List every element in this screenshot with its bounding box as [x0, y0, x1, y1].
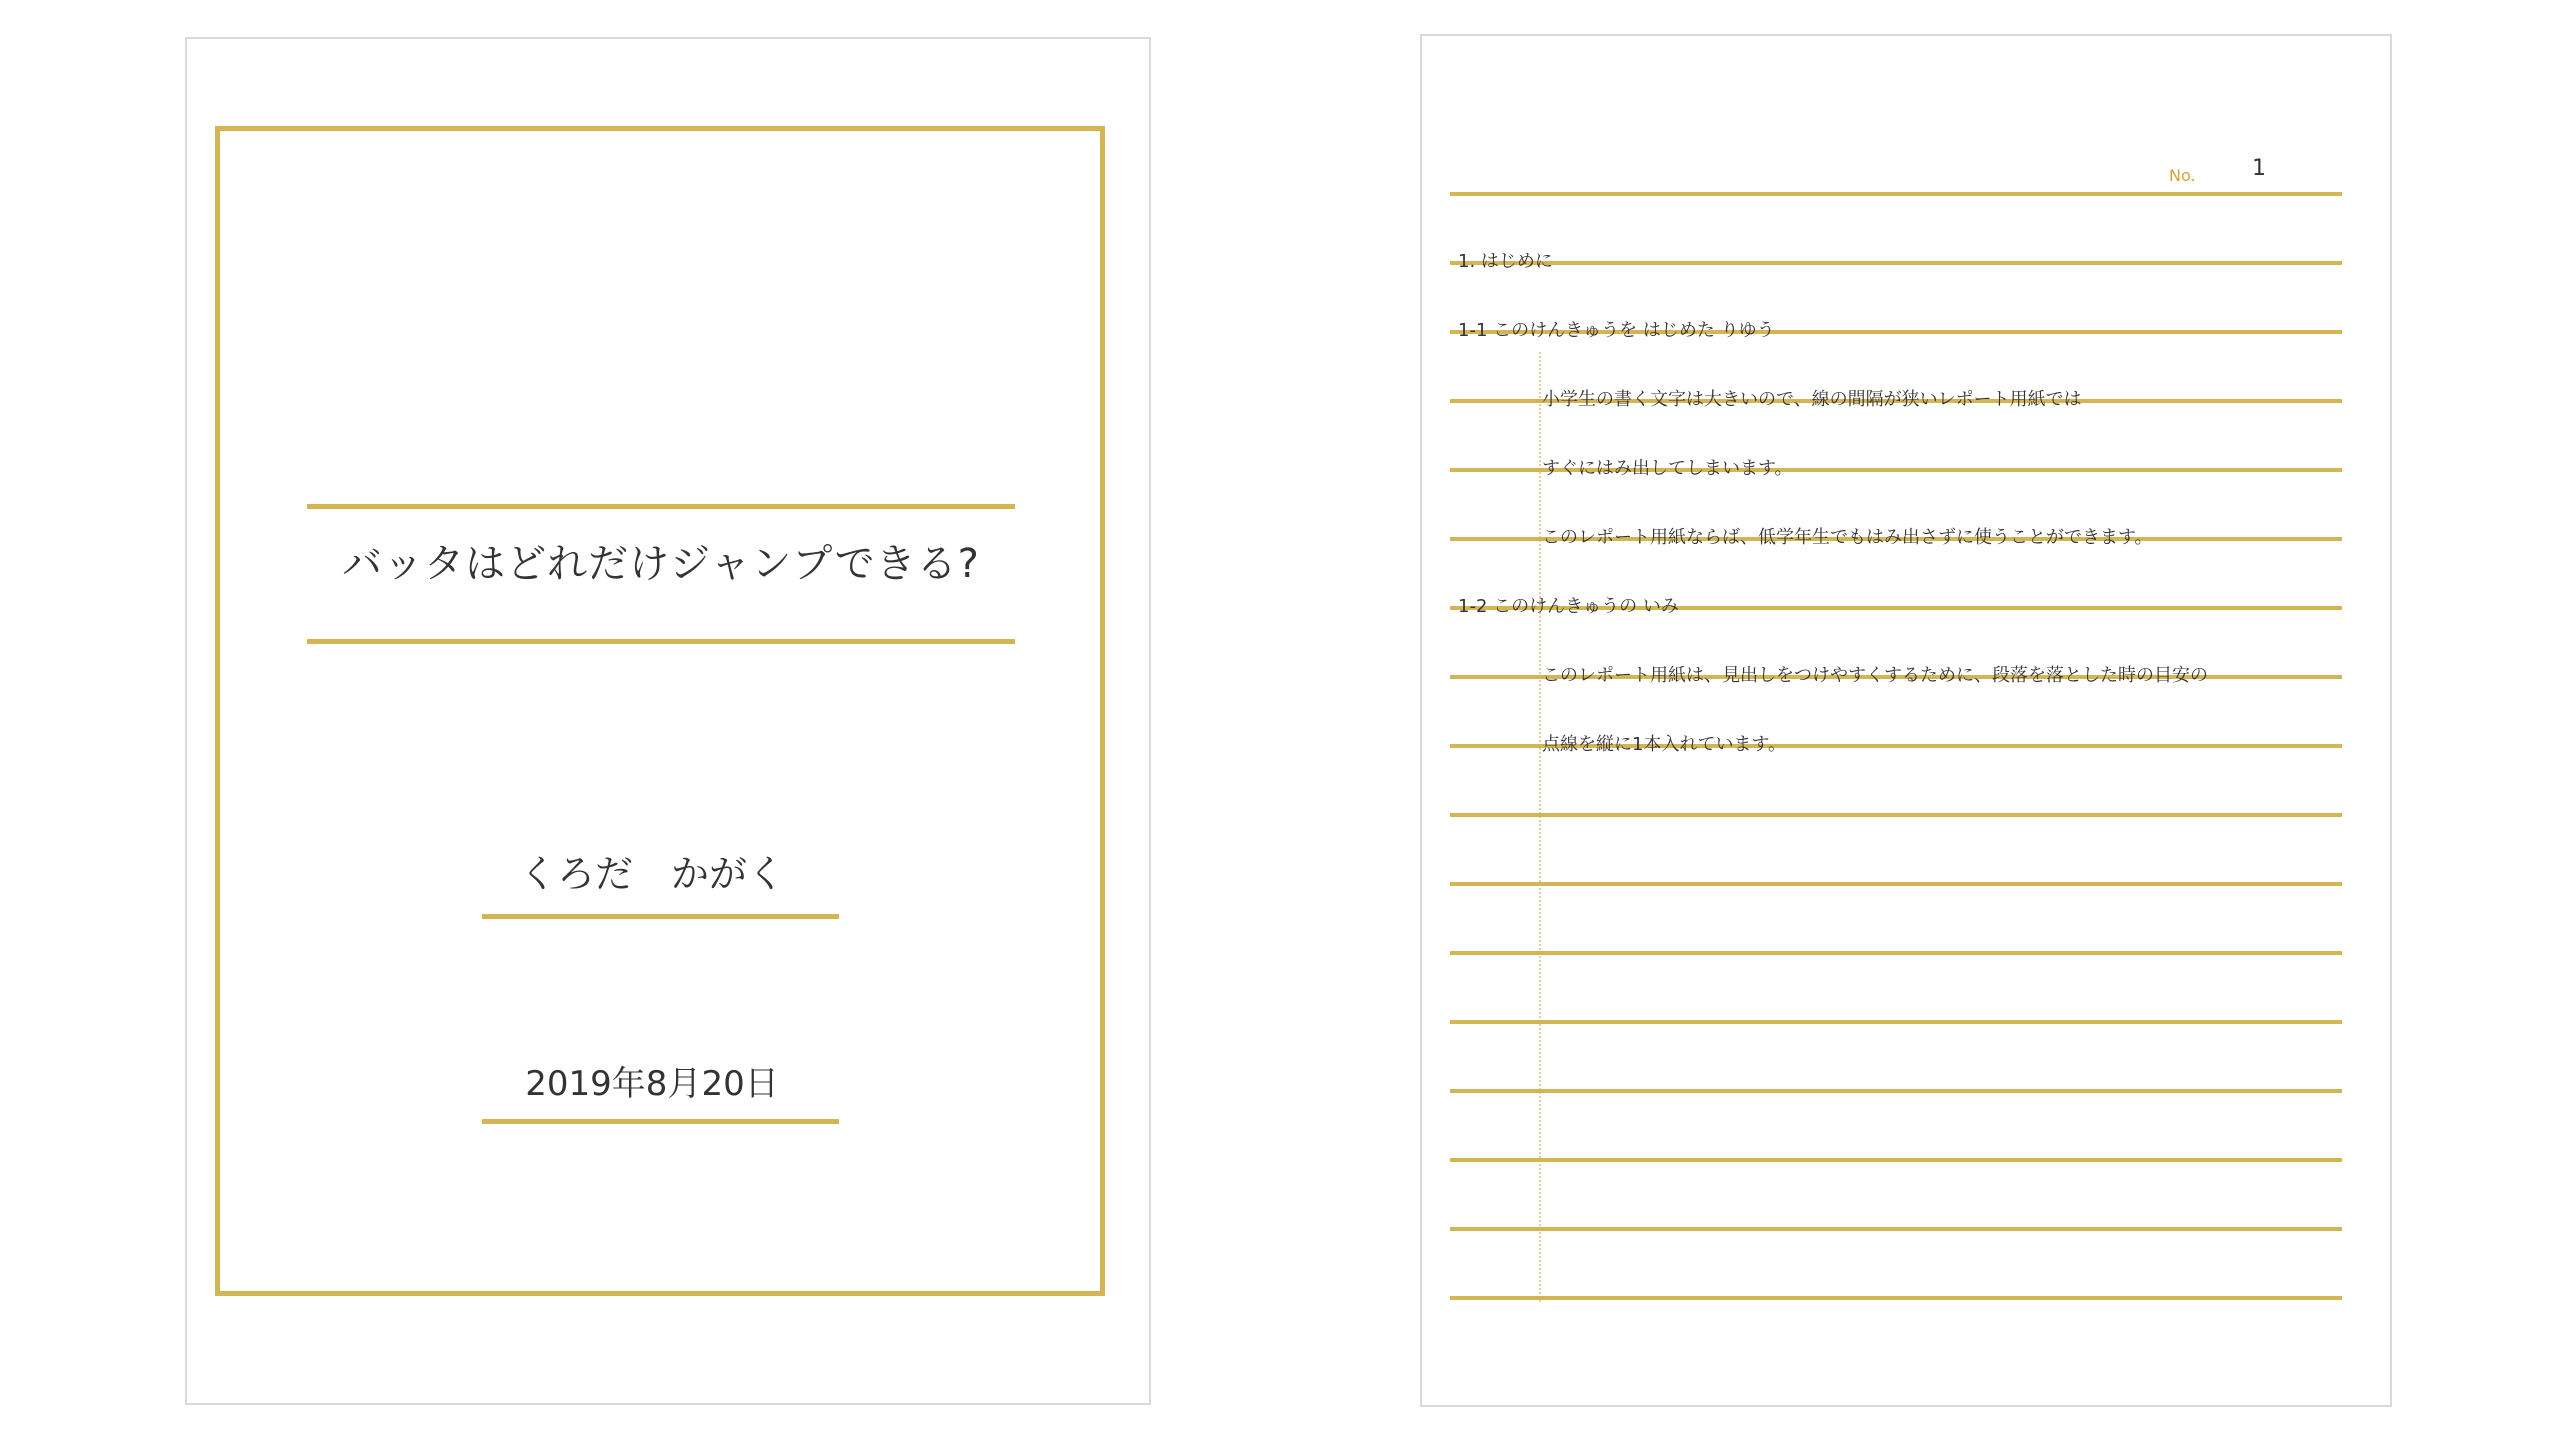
- cover-author: くろだ かがく: [518, 852, 785, 896]
- cover-date: 2019年8月20日: [525, 1064, 779, 1104]
- page-number-label: No.: [2169, 166, 2196, 185]
- ruled-line: [1450, 192, 2342, 196]
- page-number-value: 1: [2252, 156, 2266, 181]
- report-page: [1420, 34, 2392, 1407]
- ruled-line: [1450, 813, 2342, 817]
- ruled-line: [1450, 1089, 2342, 1093]
- body-line: すぐにはみ出してしまいます。: [1542, 458, 1793, 479]
- author-underline: [482, 914, 839, 919]
- ruled-line: [1450, 1158, 2342, 1162]
- section-heading: 1. はじめに: [1458, 251, 1553, 272]
- ruled-line: [1450, 1296, 2342, 1300]
- subsection-heading: 1-2 このけんきゅうの いみ: [1458, 596, 1679, 617]
- cover-title: バッタはどれだけジャンプできる?: [342, 541, 980, 587]
- date-underline: [482, 1119, 839, 1124]
- body-line: このレポート用紙は、見出しをつけやすくするために、段落を落とした時の目安の: [1542, 665, 2208, 686]
- body-line: このレポート用紙ならば、低学年生でもはみ出さずに使うことができます。: [1542, 527, 2153, 548]
- body-line: 点線を縦に1本入れています。: [1542, 734, 1787, 755]
- ruled-line: [1450, 1020, 2342, 1024]
- ruled-line: [1450, 951, 2342, 955]
- title-bottom-rule: [307, 639, 1015, 644]
- ruled-line: [1450, 1227, 2342, 1231]
- body-line: 小学生の書く文字は大きいので、線の間隔が狭いレポート用紙では: [1542, 389, 2082, 410]
- cover-page: [185, 37, 1151, 1405]
- subsection-heading: 1-1 このけんきゅうを はじめた りゆう: [1458, 320, 1775, 341]
- ruled-line: [1450, 882, 2342, 886]
